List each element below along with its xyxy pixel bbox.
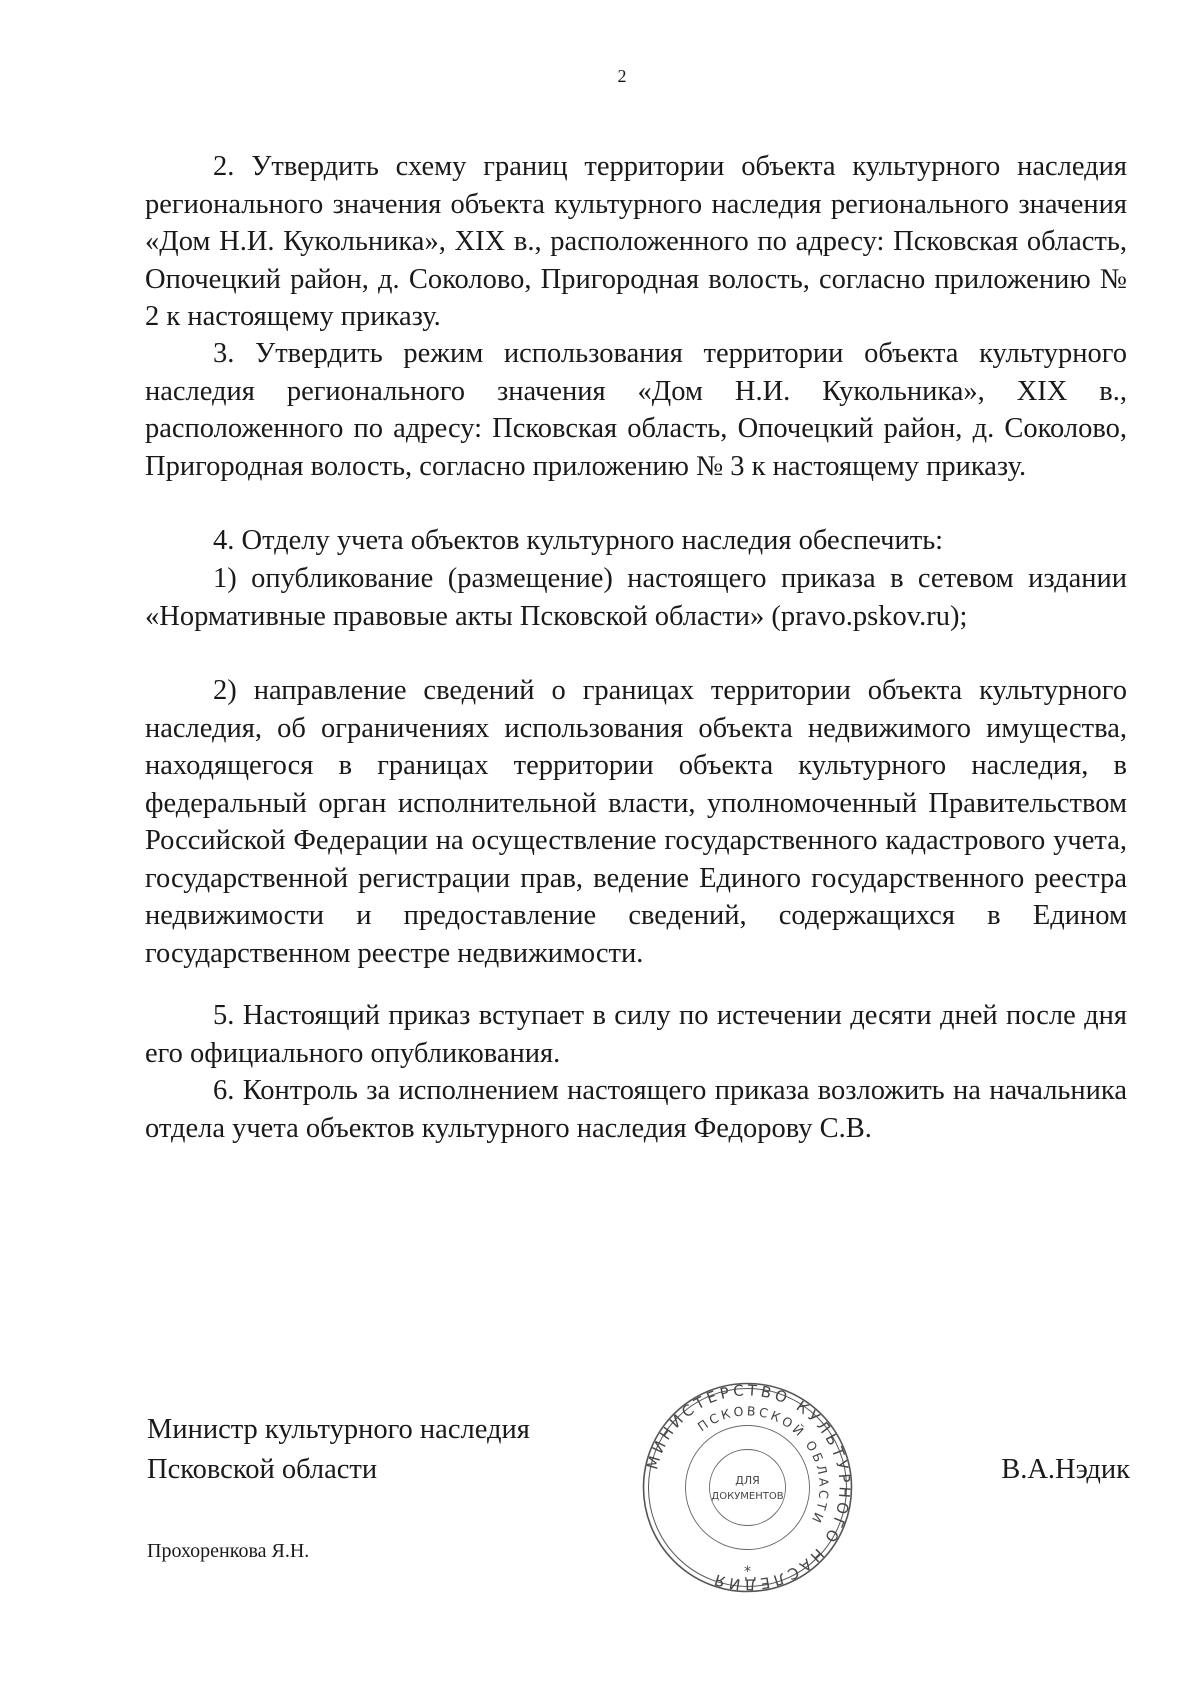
seal-center-line1: ДЛЯ bbox=[735, 1474, 760, 1487]
seal-inner-text: ПСКОВСКОЙ ОБЛАСТИ bbox=[694, 1403, 832, 1528]
seal-star: * bbox=[744, 1564, 751, 1580]
paragraph-subitem-1: 1) опубликование (размещение) настоящего приказа в сетевом издании «Нормативные правовые акты Псковской области» (pravo.pskov.ru); bbox=[145, 563, 1127, 632]
signature-title-line1: Министр культурного наследия bbox=[147, 1414, 530, 1445]
paragraph-item-4: 4. Отделу учета объектов культурного наследия обеспечить: bbox=[213, 525, 944, 556]
paragraph-item-6: 6. Контроль за исполнением настоящего приказа возложить на начальника отдела учета объектов культурного наследия Федорову С.В. bbox=[145, 1075, 1127, 1144]
paragraph-item-2: 2. Утвердить схему границ территории объекта культурного наследия регионального значения объекта культурного наследия регионального значения «Дом Н.И. Кукольника», XIX в., расположенного по адресу: Псковская область, Опочецкий район, д. Соколово, Пригородная волость, согласно приложению № 2 к настоящему приказу. bbox=[145, 151, 1127, 332]
signature-title-line2: Псковской области bbox=[147, 1454, 378, 1485]
paragraph-item-5: 5. Настоящий приказ вступает в силу по истечении десяти дней после дня его официального опубликования. bbox=[145, 1000, 1127, 1069]
paragraph-item-3: 3. Утвердить режим использования территории объекта культурного наследия регионального значения «Дом Н.И. Кукольника», XIX в., расположенного по адресу: Псковская область, Опочецкий район, д. Соколово, Пригородная волость, согласно приложению № 3 к настоящему приказу. bbox=[145, 338, 1127, 482]
signature-name: В.А.Нэдик bbox=[1001, 1454, 1130, 1485]
seal-outer-text: МИНИСТЕРСТВО КУЛЬТУРНОГО НАСЛЕДИЯ bbox=[643, 1381, 854, 1594]
paragraph-subitem-2: 2) направление сведений о границах территории объекта культурного наследия, об ограничениях использования объекта недвижимого имущества, находящегося в границах территории объекта культурного наследия, в федеральный орган исполнительной власти, уполномоченный Правительством Российской Федерации на осуществление государственного кадастрового учета, государственной регистрации прав, ведение Единого государственного реестра недвижимости и предоставление сведений, содержащихся в Едином государственном реестре недвижимости. bbox=[145, 675, 1127, 969]
seal-center-ring bbox=[710, 1450, 786, 1526]
page-number: 2 bbox=[617, 66, 627, 86]
seal-center-line2: ДОКУМЕНТОВ bbox=[711, 1491, 784, 1502]
executor-name: Прохоренкова Я.Н. bbox=[147, 1540, 310, 1562]
signature-title bbox=[147, 1410, 530, 1490]
official-seal bbox=[640, 1380, 855, 1595]
seal-middle-ring bbox=[686, 1426, 810, 1550]
